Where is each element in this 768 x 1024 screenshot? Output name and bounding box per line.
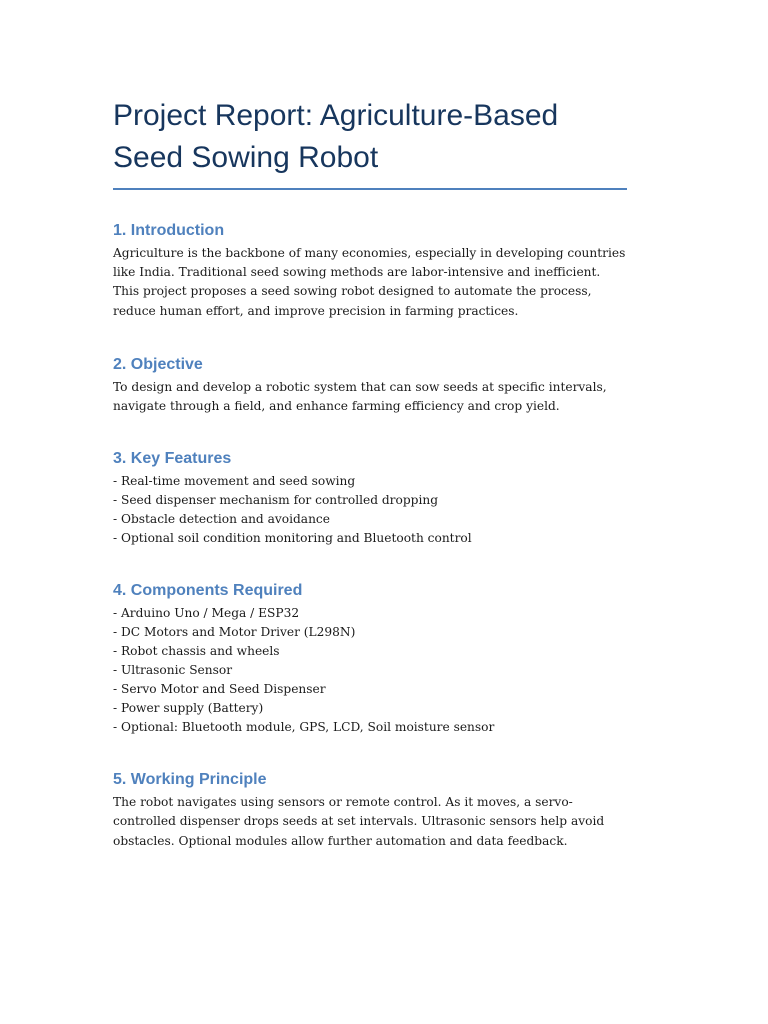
- title-underline-rule: [113, 188, 627, 190]
- section-heading-key-features: 3. Key Features: [113, 450, 232, 468]
- document-page: [113, 0, 629, 851]
- section-introduction: [113, 221, 629, 321]
- working-principle-paragraph: The robot navigates using sensors or remote control. As it moves, a servo-controlled dispenser drops seeds at set intervals. Ultrasonic sensors help avoid obstacles. Optional modules allow further automation and data feedback.: [113, 795, 605, 848]
- objective-paragraph: To design and develop a robotic system that can sow seeds at specific intervals, navigate through a field, and enhance farming efficiency and crop yield.: [113, 379, 607, 414]
- section-components-required: [113, 581, 629, 737]
- section-heading-working-principle: 5. Working Principle: [113, 771, 267, 789]
- list-item: - Seed dispenser mechanism for controlled dropping: [113, 493, 438, 508]
- components-list: [113, 604, 629, 737]
- section-heading-components-required: 4. Components Required: [113, 582, 303, 600]
- list-item: - Power supply (Battery): [113, 701, 264, 716]
- list-item: - Ultrasonic Sensor: [113, 663, 233, 678]
- list-item: - Robot chassis and wheels: [113, 644, 280, 659]
- introduction-paragraph: Agriculture is the backbone of many economies, especially in developing countries like India. Traditional seed sowing methods are labor-intensive and inefficient. This project proposes a seed sowing robot designed to automate the process, reduce human effort, and improve precision in farming practices.: [113, 246, 626, 318]
- list-item: - Arduino Uno / Mega / ESP32: [113, 606, 300, 621]
- key-features-list: [113, 472, 629, 548]
- section-key-features: [113, 449, 629, 548]
- list-item: - Servo Motor and Seed Dispenser: [113, 682, 326, 697]
- section-heading-introduction: 1. Introduction: [113, 222, 225, 239]
- list-item: - Optional soil condition monitoring and Bluetooth control: [113, 531, 472, 546]
- list-item: - DC Motors and Motor Driver (L298N): [113, 625, 356, 640]
- document-title: Project Report: Agriculture-Based Seed Sowing Robot: [113, 99, 559, 174]
- list-item: - Obstacle detection and avoidance: [113, 512, 330, 527]
- section-working-principle: [113, 770, 629, 851]
- list-item: - Real-time movement and seed sowing: [113, 474, 356, 489]
- list-item: - Optional: Bluetooth module, GPS, LCD, Soil moisture sensor: [113, 720, 495, 735]
- section-heading-objective: 2. Objective: [113, 355, 203, 373]
- section-objective: [113, 355, 629, 416]
